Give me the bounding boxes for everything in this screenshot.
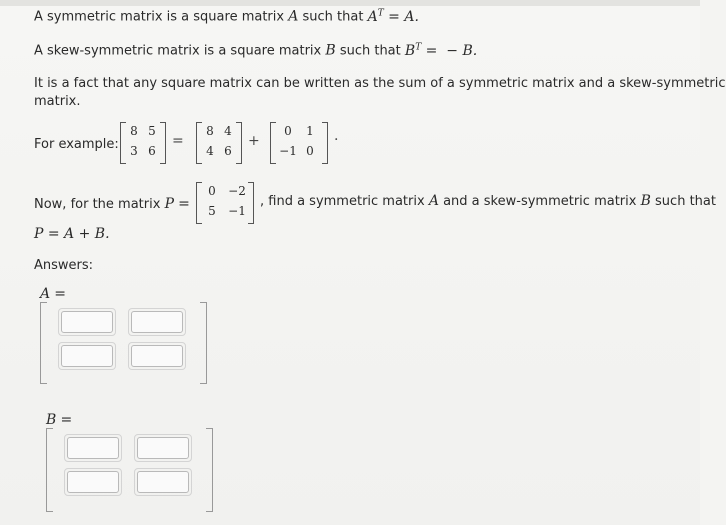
answer-a12-input[interactable] (131, 311, 183, 333)
skew-definition (34, 42, 477, 59)
skew-formula: $B^T$ = − B. (404, 42, 478, 59)
answer-b-bracket-right (206, 428, 213, 512)
now-line: Now, for the matrix P = (34, 196, 190, 212)
example-label: For example: (34, 137, 119, 152)
fact-line-2: matrix. (34, 94, 81, 109)
symmetric-text-b: such that (302, 9, 364, 25)
answer-b-label: B = (46, 412, 73, 428)
plus-sign: + (248, 133, 260, 149)
answer-a21-input[interactable] (61, 345, 113, 367)
skew-text-b: such that (339, 43, 401, 59)
answer-b22-input[interactable] (137, 471, 189, 493)
answer-b11-input[interactable] (67, 437, 119, 459)
skew-var: B (325, 42, 336, 59)
example-matrix-1: 8 5 3 6 (120, 122, 166, 164)
find-line: , find a symmetric matrix A and a skew-symmetric matrix B such that (260, 193, 716, 209)
answer-a-bracket-left (40, 302, 47, 384)
answer-b-bracket-left (46, 428, 53, 512)
answer-a11-input[interactable] (61, 311, 113, 333)
equation-line: P = A + B. (34, 226, 110, 242)
period: . (334, 128, 339, 144)
fact-line-1: It is a fact that any square matrix can be written as the sum of a symmetric matrix and a skew-symmetric (34, 76, 726, 91)
matrix-p-var: P (164, 196, 174, 212)
symmetric-var: A (288, 8, 299, 25)
symmetric-formula: $A^T = A$. (367, 8, 419, 25)
answer-b21-input[interactable] (67, 471, 119, 493)
symmetric-definition (34, 8, 419, 25)
matrix-p: 0 −2 5 −1 (196, 182, 254, 224)
answer-a-label: A = (40, 286, 66, 302)
equals-sign: = (172, 133, 184, 149)
example-matrix-2: 8 4 4 6 (196, 122, 242, 164)
answers-label: Answers: (34, 258, 94, 273)
top-edge (0, 0, 700, 6)
answer-b12-input[interactable] (137, 437, 189, 459)
answer-a-bracket-right (200, 302, 207, 384)
answer-a22-input[interactable] (131, 345, 183, 367)
example-matrix-3: 0 1 −1 0 (270, 122, 328, 164)
skew-text: A skew-symmetric matrix is a square matrix (34, 43, 322, 59)
symmetric-text: A symmetric matrix is a square matrix (34, 9, 285, 25)
